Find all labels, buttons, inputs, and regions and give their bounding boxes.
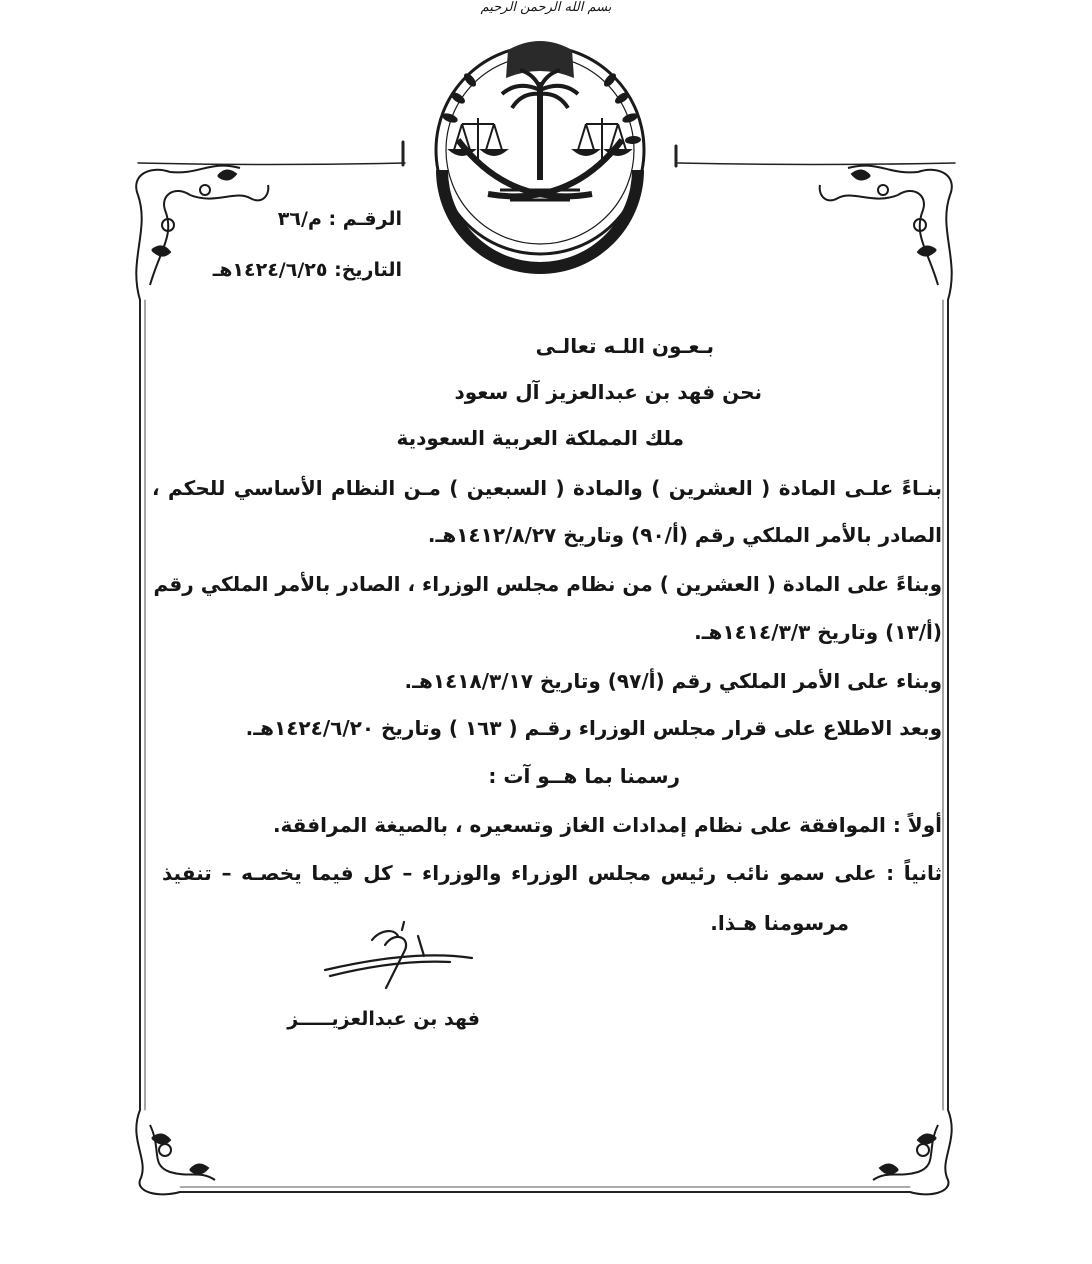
decree-line-3: وبناءً على المادة ( العشرين ) من نظام مجلس الوزراء ، الصادر بالأمر الملكي رقم: [153, 572, 942, 596]
reference-number: الرقـم : م/٣٦: [277, 208, 402, 230]
corner-ornament-bottom-left: [136, 1110, 215, 1194]
issuer-line: نحن فهد بن عبدالعزيز آل سعود: [454, 380, 762, 404]
decree-clause-first: أولاً : الموافقة على نظام إمدادات الغاز وتسعيره ، بالصيغة المرافقة.: [272, 813, 942, 837]
decree-line-7: رسمنا بما هــو آت :: [488, 764, 680, 788]
decree-line-4: (أ/١٣) وتاريخ ١٤١٤/٣/٣هـ.: [694, 620, 942, 644]
decree-clause-second: ثانياً : على سمو نائب رئيس مجلس الوزراء والوزراء – كل فيما يخصـه – تنفيذ: [162, 861, 942, 885]
corner-ornament-bottom-right: [873, 1110, 952, 1194]
basmala: بسم الله الرحمن الرحيم: [480, 0, 612, 15]
decree-clause-second-cont: مرسومنا هـذا.: [710, 911, 849, 935]
corner-ornament-top-right: [820, 166, 952, 300]
decree-line-5: وبناء على الأمر الملكي رقم (أ/٩٧) وتاريخ ١٤١٨/٣/١٧هـ.: [404, 669, 942, 693]
invocation: بـعـون اللـه تعالـى: [535, 334, 714, 358]
decree-line-2: الصادر بالأمر الملكي رقم (أ/٩٠) وتاريخ ١٤١٢/٨/٢٧هـ.: [427, 523, 942, 547]
decree-line-6: وبعد الاطلاع على قرار مجلس الوزراء رقـم ( ١٦٣ ) وتاريخ ١٤٢٤/٦/٢٠هـ.: [245, 716, 942, 740]
reference-date: التاريخ: ١٤٢٤/٦/٢٥هـ: [212, 259, 402, 281]
signature-mark: [325, 922, 472, 988]
royal-emblem: [436, 41, 644, 274]
issuer-title: ملك المملكة العربية السعودية: [396, 426, 684, 450]
signatory-name: فهد بن عبدالعزيـــــز: [287, 1008, 480, 1030]
decree-line-1: بنـاءً علـى المادة ( العشرين ) والمادة ( السبعين ) مـن النظام الأساسي للحكم ،: [152, 476, 942, 500]
